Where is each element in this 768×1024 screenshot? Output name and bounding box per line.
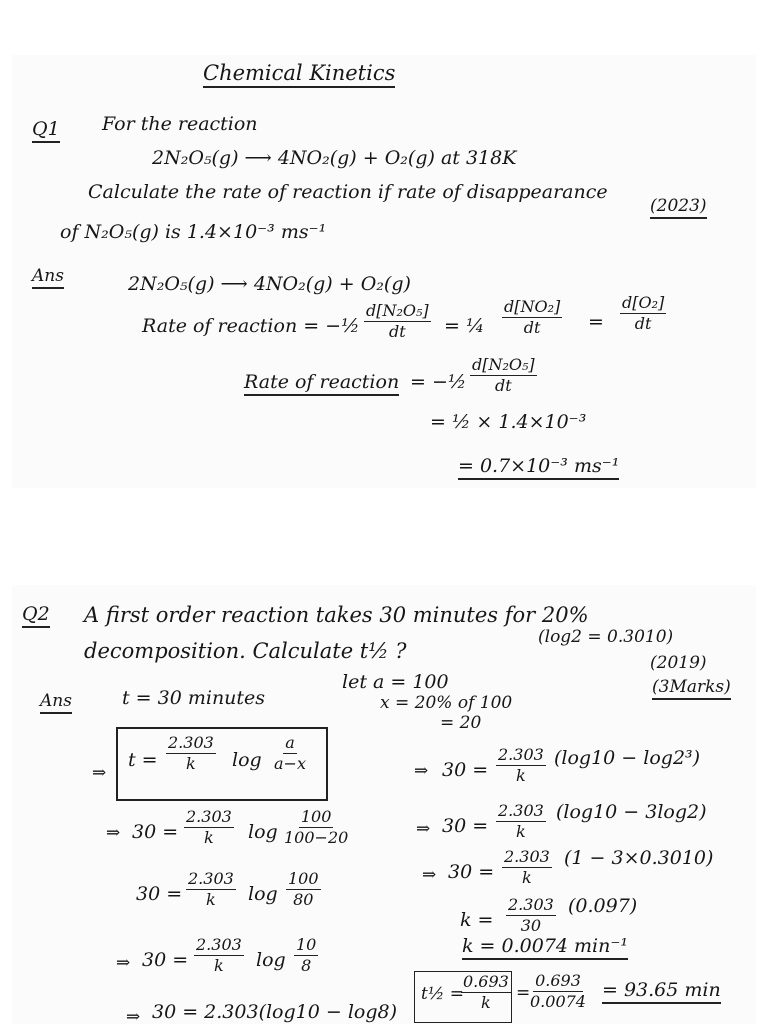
right-step-1-rest: (log10 − log2³): [554, 747, 701, 769]
fraction-numerator: 10: [296, 935, 317, 954]
question-2-marks: (3Marks): [652, 679, 731, 700]
fraction-numerator: 2.303: [186, 807, 232, 826]
given-x-line-1: x = 20% of 100: [380, 693, 513, 713]
fraction-numerator: 2.303: [498, 801, 544, 820]
rate-constant-result: k = 0.0074 min⁻¹: [462, 937, 628, 960]
fraction-numerator: 2.303: [504, 847, 550, 866]
fraction-denominator: k: [206, 890, 216, 909]
rate-expression-eq-3: =: [588, 311, 604, 333]
question-1-line-1: For the reaction: [102, 113, 258, 135]
left-step-1-fraction-2: [284, 809, 348, 846]
question-1-line-4: of N₂O₅(g) is 1.4×10⁻³ ms⁻¹: [60, 221, 327, 243]
question-1-line-3: Calculate the rate of reaction if rate of disappearance: [88, 181, 608, 203]
fraction-numerator: 2.303: [188, 869, 234, 888]
final-lhs: t½ =: [421, 984, 464, 1004]
fraction-denominator: k: [186, 754, 196, 773]
fraction-denominator: dt: [634, 314, 652, 333]
question-1-year: (2023): [650, 198, 707, 219]
implies-arrow: ⇒: [106, 823, 121, 843]
fraction-numerator: d[N₂O₅]: [472, 355, 535, 374]
question-2-year: (2019): [650, 653, 707, 673]
fraction-numerator: d[O₂]: [622, 293, 665, 312]
left-step-2-log: log: [248, 883, 278, 905]
right-step-3-lhs: 30 =: [448, 861, 495, 883]
boxed-formula-lhs: t =: [128, 749, 158, 771]
rate-expression-fraction-2: [502, 299, 562, 336]
final-fraction-2: [530, 973, 586, 1010]
given-x-line-2: = 20: [440, 713, 482, 733]
right-step-2-lhs: 30 =: [442, 815, 489, 837]
implies-arrow: ⇒: [414, 761, 429, 781]
fraction-numerator: 100: [300, 807, 332, 826]
fraction-denominator: dt: [523, 318, 541, 337]
left-step-3-fraction-2: [294, 937, 318, 974]
right-step-1-fraction: [496, 747, 546, 784]
left-step-2-fraction-1: [186, 871, 236, 908]
right-step-3-fraction: [502, 849, 552, 886]
rate-expression-fraction-1: [364, 303, 431, 340]
fraction-numerator: 100: [288, 869, 319, 888]
left-step-2-fraction-2: [286, 871, 321, 908]
right-step-4-fraction: [506, 897, 556, 934]
left-step-3-lhs: 30 =: [142, 949, 189, 971]
given-time: t = 30 minutes: [122, 687, 266, 709]
left-step-4: 30 = 2.303(log10 − log8): [152, 1001, 398, 1023]
fraction-denominator: a−x: [274, 754, 306, 773]
left-step-1-fraction-1: [184, 809, 234, 846]
right-step-4-lhs: k =: [460, 909, 494, 931]
page-title: Chemical Kinetics: [203, 63, 395, 88]
right-step-3-rest: (1 − 3×0.3010): [564, 847, 714, 869]
half-life-result: = 93.65 min: [602, 981, 721, 1004]
fraction-denominator: k: [204, 828, 214, 847]
fraction-denominator: k: [516, 766, 526, 785]
rate-line-3-result: = 0.7×10⁻³ ms⁻¹: [458, 457, 619, 480]
fraction-denominator: dt: [495, 376, 512, 395]
rate-line-1-fraction: [470, 357, 537, 394]
fraction-denominator: k: [481, 993, 491, 1012]
implies-arrow: ⇒: [126, 1007, 141, 1024]
implies-arrow: ⇒: [416, 819, 431, 839]
answer-2-label: Ans: [40, 693, 72, 714]
final-eq-2: =: [516, 983, 531, 1003]
left-step-3-log: log: [256, 949, 286, 971]
implies-arrow: ⇒: [116, 953, 131, 973]
fraction-denominator: 30: [520, 916, 542, 935]
final-fraction-1: [461, 974, 511, 1011]
fraction-denominator: 80: [293, 890, 314, 909]
question-2-line-2: decomposition. Calculate t½ ?: [84, 639, 407, 663]
fraction-numerator: 0.693: [535, 971, 581, 990]
right-step-1-lhs: 30 =: [442, 759, 489, 781]
fraction-denominator: 8: [301, 956, 312, 975]
question-2-log-value: (log2 = 0.3010): [538, 627, 674, 647]
fraction-numerator: d[NO₂]: [504, 297, 561, 316]
fraction-numerator: 2.303: [168, 733, 214, 752]
fraction-denominator: k: [214, 956, 224, 975]
left-step-3-fraction-1: [194, 937, 244, 974]
fraction-denominator: dt: [389, 322, 406, 341]
notes-page-1: [12, 55, 756, 488]
implies-arrow: ⇒: [422, 865, 437, 885]
implies-arrow: ⇒: [92, 763, 107, 783]
fraction-denominator: k: [516, 822, 526, 841]
left-step-1-lhs: 30 =: [132, 821, 179, 843]
rate-line-1-eq: = −½: [410, 371, 467, 393]
left-step-2-lhs: 30 =: [136, 883, 183, 905]
boxed-formula-fraction-1: [166, 735, 216, 772]
boxed-formula-log: log: [232, 749, 262, 771]
right-step-2-rest: (log10 − 3log2): [556, 801, 707, 823]
fraction-numerator: 0.693: [463, 972, 509, 991]
left-step-1-log: log: [248, 821, 278, 843]
answer-1-reaction: 2N₂O₅(g) ⟶ 4NO₂(g) + O₂(g): [128, 273, 411, 295]
fraction-numerator: 2.303: [498, 745, 544, 764]
rate-expression-lhs: Rate of reaction = −½: [142, 315, 360, 337]
half-life-box: [414, 971, 512, 1023]
given-a: let a = 100: [342, 671, 449, 693]
boxed-formula-fraction-2: [274, 735, 306, 772]
question-1-reaction: 2N₂O₅(g) ⟶ 4NO₂(g) + O₂(g) at 318K: [152, 147, 517, 169]
rate-expression-fraction-3: [620, 295, 666, 332]
boxed-formula: [116, 727, 328, 801]
answer-1-label: Ans: [32, 268, 64, 289]
fraction-denominator: k: [522, 868, 532, 887]
rate-line-2: = ½ × 1.4×10⁻³: [430, 411, 587, 433]
notes-page-2: [12, 585, 756, 1024]
right-step-4-rest: (0.097): [568, 895, 638, 917]
question-2-line-1: A first order reaction takes 30 minutes for 20%: [84, 603, 589, 627]
fraction-denominator: 0.0074: [530, 992, 586, 1011]
question-1-label: Q1: [32, 120, 60, 143]
fraction-numerator: 2.303: [196, 935, 242, 954]
right-step-2-fraction: [496, 803, 546, 840]
fraction-numerator: a: [285, 733, 295, 752]
rate-expression-eq-2: = ¼: [444, 315, 485, 337]
rate-of-reaction-label: Rate of reaction: [244, 373, 399, 396]
question-2-label: Q2: [22, 605, 50, 628]
fraction-numerator: 2.303: [508, 895, 554, 914]
fraction-denominator: 100−20: [284, 828, 349, 847]
fraction-numerator: d[N₂O₅]: [366, 301, 429, 320]
